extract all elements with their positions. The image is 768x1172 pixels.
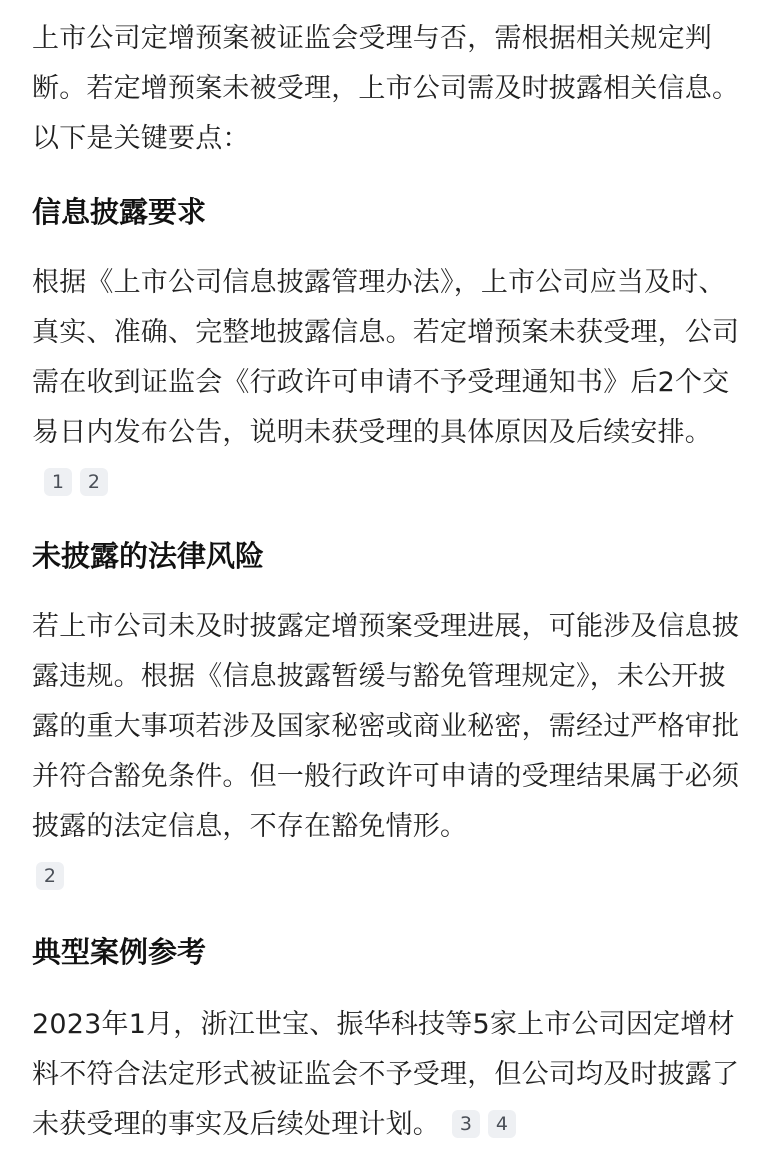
section-heading-case-reference: 典型案例参考 bbox=[32, 935, 207, 969]
citation-badge[interactable]: 1 bbox=[44, 468, 72, 496]
section-body-case-reference bbox=[32, 1000, 748, 1150]
citation-badge[interactable]: 2 bbox=[36, 862, 64, 890]
intro-paragraph: 上市公司定增预案被证监会受理与否，需根据相关规定判断。若定增预案未被受理，上市公司需及时披露相关信息。以下是关键要点： bbox=[32, 23, 740, 154]
section-body-text: 2023年1月，浙江世宝、振华科技等5家上市公司因定增材料不符合法定形式被证监会不予受理，但公司均及时披露了未获受理的事实及后续处理计划。 bbox=[32, 1009, 740, 1140]
citation-badge[interactable]: 2 bbox=[80, 468, 108, 496]
section-heading-legal-risk: 未披露的法律风险 bbox=[32, 539, 265, 573]
section-body-disclosure-requirements bbox=[32, 258, 748, 508]
section-heading-disclosure-requirements: 信息披露要求 bbox=[32, 195, 207, 229]
section-body-text: 根据《上市公司信息披露管理办法》，上市公司应当及时、真实、准确、完整地披露信息。若定增预案未获受理，公司需在收到证监会《行政许可申请不予受理通知书》后2个交易日内发布公告，说明未获受理的具体原因及后续安排。 bbox=[32, 267, 740, 448]
citation-badge[interactable]: 3 bbox=[452, 1110, 480, 1138]
section-body-text: 若上市公司未及时披露定增预案受理进展，可能涉及信息披露违规。根据《信息披露暂缓与豁免管理规定》，未公开披露的重大事项若涉及国家秘密或商业秘密，需经过严格审批并符合豁免条件。但一般行政许可申请的受理结果属于必须披露的法定信息，不存在豁免情形。 bbox=[32, 611, 740, 842]
section-body-legal-risk bbox=[32, 602, 748, 902]
citation-badge[interactable]: 4 bbox=[488, 1110, 516, 1138]
